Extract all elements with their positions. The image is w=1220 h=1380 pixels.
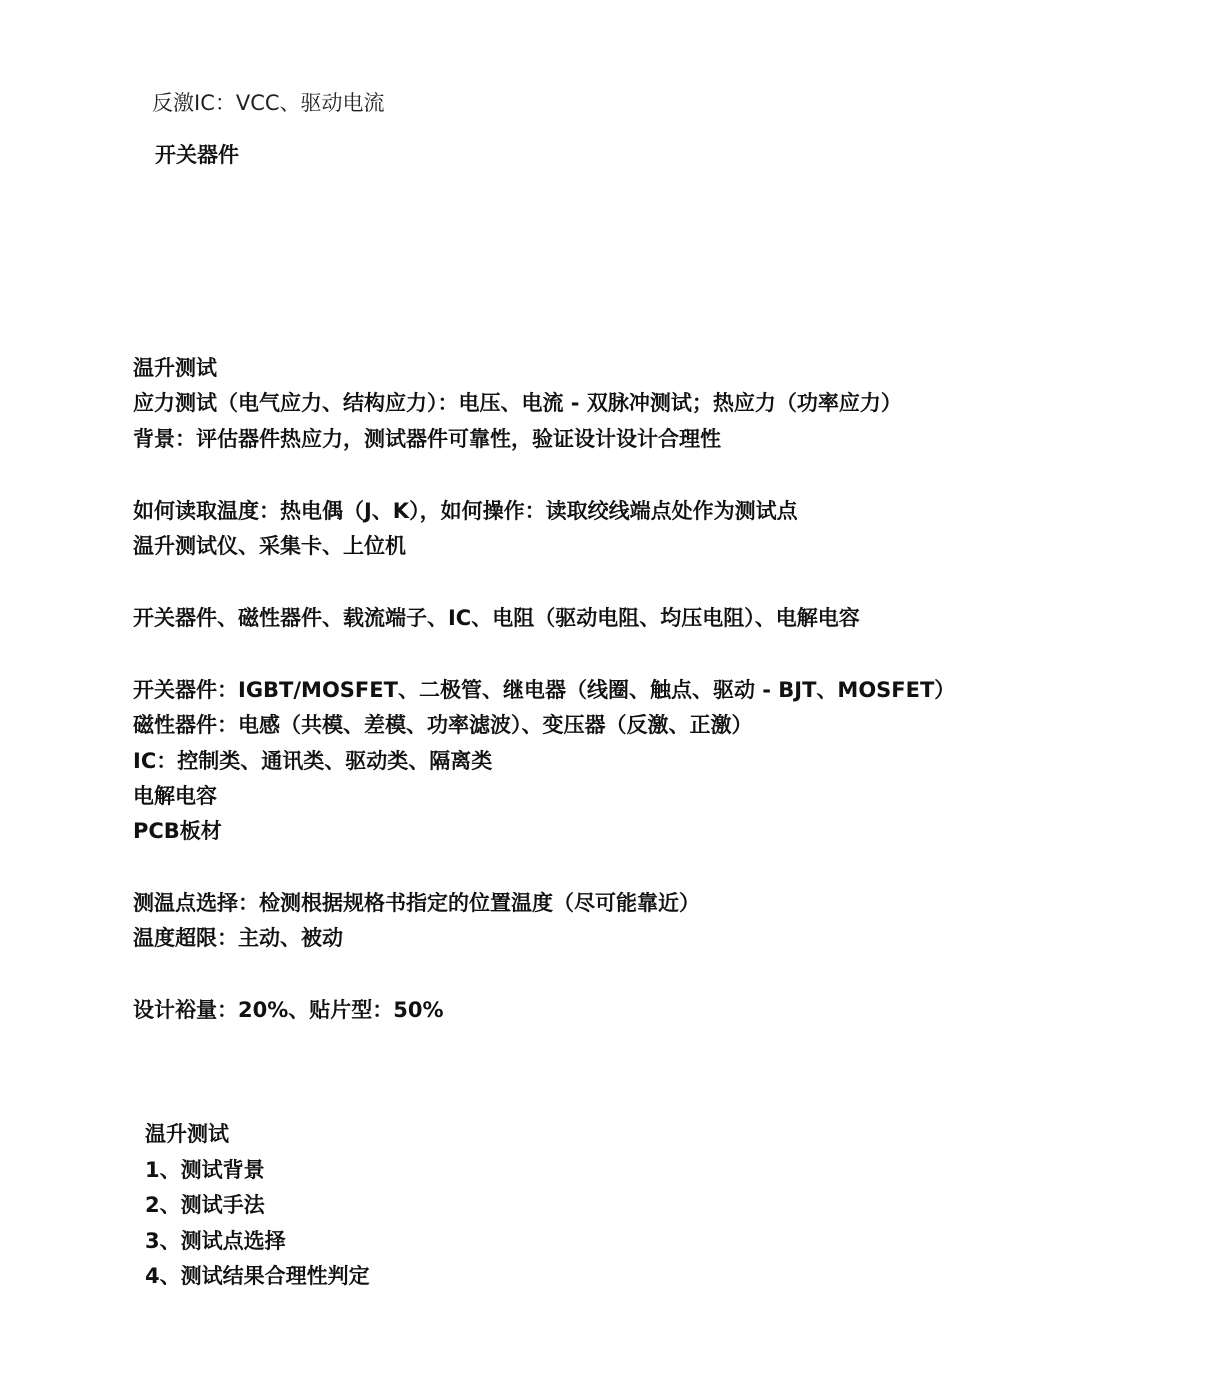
switch-devices-line: 开关器件：IGBT/MOSFET、二极管、继电器（线圈、触点、驱动 - BJT、MOSFET）: [133, 678, 956, 702]
summary-item: 1、测试背景: [145, 1158, 265, 1182]
test-point-selection-line: 测温点选择：检测根据规格书指定的位置温度（尽可能靠近）: [133, 891, 700, 915]
stress-test-line: 应力测试（电气应力、结构应力）：电压、电流 - 双脉冲测试；热应力（功率应力）: [133, 391, 902, 415]
electrolytic-cap-line: 电解电容: [133, 784, 217, 808]
summary-item: 3、测试点选择: [145, 1229, 286, 1253]
over-temp-line: 温度超限：主动、被动: [133, 926, 343, 950]
instruments-line: 温升测试仪、采集卡、上位机: [133, 534, 406, 558]
pcb-line: PCB板材: [133, 819, 222, 843]
summary-title: 温升测试: [145, 1122, 229, 1146]
section-title: 温升测试: [133, 356, 217, 380]
background-line: 背景：评估器件热应力，测试器件可靠性，验证设计设计合理性: [133, 427, 721, 451]
summary-item: 2、测试手法: [145, 1193, 265, 1217]
flyback-ic-line: 反激IC：VCC、驱动电流: [152, 91, 385, 115]
read-temp-line: 如何读取温度：热电偶（J、K），如何操作：读取绞线端点处作为测试点: [133, 499, 798, 523]
device-list-line: 开关器件、磁性器件、载流端子、IC、电阻（驱动电阻、均压电阻）、电解电容: [133, 606, 860, 630]
magnetic-devices-line: 磁性器件：电感（共模、差模、功率滤波）、变压器（反激、正激）: [133, 713, 753, 737]
switch-devices-heading: 开关器件: [155, 143, 239, 167]
ic-line: IC：控制类、通讯类、驱动类、隔离类: [133, 749, 493, 773]
design-margin-line: 设计裕量：20%、贴片型：50%: [133, 998, 444, 1022]
summary-item: 4、测试结果合理性判定: [145, 1264, 370, 1288]
